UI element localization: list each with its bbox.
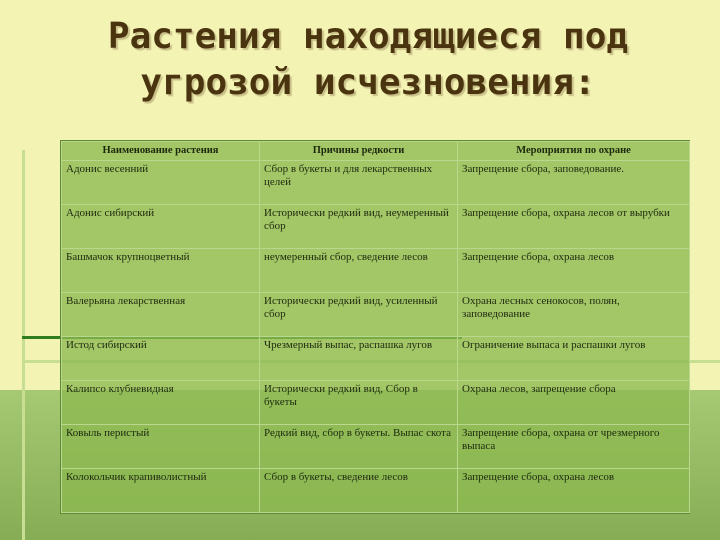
cell-plant: Истод сибирский — [62, 337, 260, 381]
cell-reasons: неумеренный сбор, сведение лесов — [260, 249, 458, 293]
plants-table — [61, 141, 690, 513]
cell-reasons: Исторически редкий вид, усиленный сбор — [260, 293, 458, 337]
cell-reasons: Редкий вид, сбор в букеты. Выпас скота — [260, 425, 458, 469]
slide-title: Растения находящиеся под угрозой исчезновения: — [107, 16, 629, 103]
cell-reasons: Чрезмерный выпас, распашка лугов — [260, 337, 458, 381]
cell-plant: Валерьяна лекарственная — [62, 293, 260, 337]
cell-measures: Запрещение сбора, заповедование. — [458, 161, 690, 205]
table-row — [62, 205, 690, 249]
cell-reasons: Исторически редкий вид, неумеренный сбор — [260, 205, 458, 249]
cell-measures: Охрана лесных сенокосов, полян, заповедование — [458, 293, 690, 337]
cell-measures: Ограничение выпаса и распашки лугов — [458, 337, 690, 381]
cell-plant: Колокольчик крапиволистный — [62, 469, 260, 513]
table-row — [62, 293, 690, 337]
cell-plant: Адонис весенний — [62, 161, 260, 205]
column-header-measures: Мероприятия по охране — [458, 142, 690, 161]
cell-reasons: Сбор в букеты и для лекарственных целей — [260, 161, 458, 205]
cell-measures: Охрана лесов, запрещение сбора — [458, 381, 690, 425]
table-row — [62, 161, 690, 205]
decorative-stripe — [22, 150, 25, 540]
cell-measures: Запрещение сбора, охрана лесов — [458, 469, 690, 513]
cell-reasons: Исторически редкий вид, Сбор в букеты — [260, 381, 458, 425]
cell-reasons: Сбор в букеты, сведение лесов — [260, 469, 458, 513]
column-header-reasons: Причины редкости — [260, 142, 458, 161]
table-row — [62, 425, 690, 469]
table-row — [62, 249, 690, 293]
table-header-row — [62, 142, 690, 161]
table-row — [62, 381, 690, 425]
cell-measures: Запрещение сбора, охрана лесов от вырубки — [458, 205, 690, 249]
column-header-plant: Наименование растения — [62, 142, 260, 161]
table-row — [62, 337, 690, 381]
cell-plant: Ковыль перистый — [62, 425, 260, 469]
cell-plant: Калипсо клубневидная — [62, 381, 260, 425]
plants-table-container — [60, 140, 690, 514]
cell-measures: Запрещение сбора, охрана от чрезмерного выпаса — [458, 425, 690, 469]
cell-plant: Башмачок крупноцветный — [62, 249, 260, 293]
cell-plant: Адонис сибирский — [62, 205, 260, 249]
table-row — [62, 469, 690, 513]
cell-measures: Запрещение сбора, охрана лесов — [458, 249, 690, 293]
